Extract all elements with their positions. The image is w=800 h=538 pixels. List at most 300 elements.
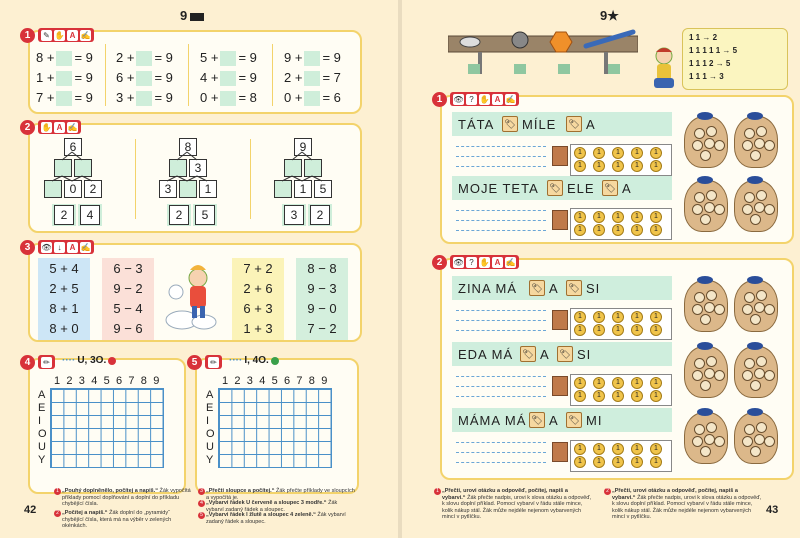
equation-right: = 9 [74,70,93,85]
sentence-word: SI [586,281,601,296]
answer-line[interactable] [456,376,546,377]
answer-line[interactable] [456,210,546,211]
arithmetic-expression: 8 + 1 [49,301,79,316]
money-bag-coin [700,314,711,325]
price-tag-icon: 🏷 [547,180,563,196]
instruction-badge: 2 [54,510,61,517]
shop-door-icon [552,376,568,396]
section-5-badge: 5 [187,355,202,370]
coin[interactable]: 1 [650,377,662,389]
money-bag-coin [756,356,767,367]
instruction-text: Žák doplní do „pyramidy“ chybějící čísla, která má na výběr v zelených okénkách. [62,510,172,529]
grid-column-label: 8 [140,375,147,387]
equation-left: 8 + [36,50,55,65]
money-bag-coin [744,358,755,369]
right-page-number: 43 [766,504,779,516]
read-icon: 👁 [41,242,52,252]
coin[interactable]: 1 [612,211,624,223]
answer-line[interactable] [456,156,546,157]
coin[interactable]: 1 [612,443,624,455]
coin[interactable]: 1 [593,377,605,389]
coin[interactable]: 1 [593,311,605,323]
answer-blank[interactable] [220,51,236,66]
section-3-task-icons [38,240,94,254]
instruction-text: Žák přečte nadpis, urovi k slova otázku a odpověď, k slovu doplní příklad. Pomocí vybarví v řádu stále mince, kolik nákup stál. Žák může nejdéle nejenom vybarvených mincí v pytlíčku. [442,494,592,520]
money-bag-coin [706,126,717,137]
shop-door-icon [552,146,568,166]
money-bag-coin [756,126,767,137]
coin[interactable]: 1 [612,311,624,323]
coin[interactable]: 1 [574,377,586,389]
grid-row-label: U [206,441,214,453]
money-bag-knot [747,276,763,284]
coin-exchange-rule: 1 1 1 2 → 5 [689,59,731,68]
answer-line[interactable] [456,310,546,311]
right-page-title: 9★ [600,8,619,23]
coin[interactable]: 1 [631,443,643,455]
answer-line[interactable] [456,220,546,221]
sentence-word: TÁTA [458,117,495,132]
equation-left: 9 + [284,50,303,65]
column-divider [272,44,273,106]
section-2-badge: 2 [20,120,35,135]
instruction-badge: 5 [198,512,205,519]
money-bag-coin [694,192,705,203]
instruction-badge: 1 [434,488,441,495]
section-3-badge: 3 [20,240,35,255]
money-bag-knot [697,342,713,350]
coin[interactable]: 1 [612,160,624,172]
instruction-badge: 3 [198,488,205,495]
grid-column-label: 5 [103,375,110,387]
price-tag-icon: 🏷 [566,280,582,296]
shop-door-icon [552,310,568,330]
coin[interactable]: 1 [612,456,624,468]
snowman-child-illustration [160,258,222,330]
money-bag-coin [750,150,761,161]
instruction-badge: 4 [198,500,205,507]
coin[interactable]: 1 [574,160,586,172]
coin[interactable]: 1 [631,224,643,236]
sentence-word: ELE [567,181,595,196]
teacher-instruction [442,488,592,521]
addition-equation [284,50,341,66]
money-bag-coin [694,424,705,435]
answer-line[interactable] [456,442,546,443]
teacher-instruction [206,512,356,525]
money-bag-coin [764,370,775,381]
money-bag-coin [750,446,761,457]
hand-icon: ✋ [41,122,52,132]
money-bag-coin [750,214,761,225]
money-bag-coin [692,370,703,381]
price-tag-icon: 🏷 [520,346,536,362]
grid-row-label: O [206,428,215,440]
money-bag-knot [697,112,713,120]
answer-line[interactable] [456,396,546,397]
money-bag-coin [692,140,703,151]
money-bag-knot [747,342,763,350]
equation-right: = 8 [238,90,257,105]
grid-row-label: Y [206,454,214,466]
price-tag-icon: 🏷 [566,412,582,428]
answer-line[interactable] [456,462,546,463]
left-page-title: 9 [180,8,204,23]
equation-right: = 6 [322,90,341,105]
right-page [402,0,800,538]
answer-blank[interactable] [136,51,152,66]
sentence-word: MOJE TETA [458,181,539,196]
coin[interactable]: 1 [574,324,586,336]
coin[interactable]: 1 [650,443,662,455]
answer-blank[interactable] [220,91,236,106]
money-bag-coin [742,204,753,215]
answer-blank[interactable] [56,91,72,106]
sentence-word: A [549,413,559,428]
and-icon: A [67,30,78,41]
money-bag-coin [694,128,705,139]
addition-equation [116,70,173,86]
coloring-grid[interactable] [218,388,332,468]
money-bag-coin [700,380,711,391]
coin[interactable]: 1 [631,377,643,389]
right-section-2-badge: 2 [432,255,447,270]
money-bag-coin [744,292,755,303]
instruction-text: Žák vybarví zadaný řádek a sloupec. [206,500,338,513]
right-section-2-task-icons [450,255,519,269]
money-bag-coin [750,380,761,391]
coin[interactable]: 1 [612,377,624,389]
equation-right: = 9 [154,70,173,85]
money-bag-coin [742,370,753,381]
equation-left: 4 + [200,70,219,85]
price-tag-icon: 🏷 [502,116,518,132]
write-icon: ✍ [505,94,516,104]
instruction-badge: 1 [54,488,61,495]
money-bag-coin [744,192,755,203]
addition-equation [116,50,173,66]
coin[interactable]: 1 [593,456,605,468]
addition-equation [36,50,93,66]
down-arrow-icon: ↓ [54,242,65,253]
equation-left: 0 + [200,90,219,105]
teacher-instruction [62,510,192,530]
coin[interactable]: 1 [650,456,662,468]
pyramid-lines [38,150,118,182]
section-2-task-icons [38,120,81,134]
coin[interactable]: 1 [593,211,605,223]
money-bag-coin [700,214,711,225]
section-4-badge: 4 [20,355,35,370]
coin[interactable]: 1 [631,147,643,159]
coin[interactable]: 1 [593,390,605,402]
boy-illustration [648,44,680,94]
answer-blank[interactable] [56,71,72,86]
arithmetic-expression: 1 + 3 [243,321,273,336]
write-icon: ✍ [80,30,91,40]
money-bag-coin [700,150,711,161]
section-1-badge: 1 [20,28,35,43]
instruction-heading: „Počítej a napiš.“ [62,510,108,516]
pyramid-empty-cell[interactable] [179,180,197,198]
column-divider [105,44,106,106]
coin[interactable]: 1 [631,311,643,323]
pyramid-empty-cell[interactable] [274,180,292,198]
money-bag-coin [756,290,767,301]
addition-equation [36,70,93,86]
coin[interactable]: 1 [612,224,624,236]
money-bag-coin [742,436,753,447]
pyramid-lines [153,150,233,182]
money-bag-coin [742,304,753,315]
coin[interactable]: 1 [574,456,586,468]
crayon-icon: ✏ [41,357,52,368]
grid-row-label: Y [38,454,46,466]
pyramid-cell: 2 [84,180,102,198]
question-icon: ? [466,94,477,105]
coloring-grid[interactable] [50,388,164,468]
coin[interactable]: 1 [593,443,605,455]
instruction-heading: „Vybarvi řádek U červeně a sloupec 3 modře.“ [206,500,327,506]
answer-blank[interactable] [136,71,152,86]
section-5-label: ···· I, 4O. [229,355,279,366]
sentence-word: ZINA MÁ [458,281,518,296]
instruction-heading: „Přečti sloupce a počítej.“ [206,488,275,494]
coin[interactable]: 1 [593,324,605,336]
answer-choice: 2 [310,205,330,225]
grid-column-label: 9 [153,375,160,387]
coin[interactable]: 1 [574,311,586,323]
coin[interactable]: 1 [650,147,662,159]
section-4-task-icons [38,355,55,369]
equation-left: 5 + [200,50,219,65]
pyramid-empty-cell[interactable] [44,180,62,198]
grid-column-label: 4 [259,375,266,387]
money-bag-coin [694,292,705,303]
money-bag-coin [714,140,725,151]
grid-row-label: I [206,415,210,427]
coin[interactable]: 1 [650,211,662,223]
money-bag-coin [744,424,755,435]
money-bag-coin [756,422,767,433]
left-page-number: 42 [24,504,37,516]
money-bag-knot [697,408,713,416]
coin[interactable]: 1 [574,224,586,236]
equation-right: = 9 [238,50,257,65]
coin[interactable]: 1 [650,390,662,402]
arithmetic-expression: 2 + 5 [49,281,79,296]
sentence-word: MI [586,413,603,428]
shop-door-icon [552,442,568,462]
hand-icon: ✋ [479,257,490,267]
grid-column-label: 3 [246,375,253,387]
price-tag-icon: 🏷 [602,180,618,196]
arithmetic-expression: 6 − 3 [113,261,143,276]
sentence-word: EDA MÁ [458,347,514,362]
equation-right: = 7 [322,70,341,85]
addition-equation [116,90,173,106]
grid-column-label: 1 [54,375,61,387]
hand-icon: ✋ [54,30,65,40]
arithmetic-expression: 7 − 2 [307,321,337,336]
addition-equation [200,90,257,106]
money-bag-coin [692,304,703,315]
grid-column-label: 6 [284,375,291,387]
answer-blank[interactable] [304,51,320,66]
equation-left: 2 + [284,70,303,85]
addition-equation [284,90,341,106]
coin[interactable]: 1 [650,160,662,172]
pyramid-lines [268,150,348,182]
answer-blank[interactable] [56,51,72,66]
money-bag-knot [697,276,713,284]
addition-equation [36,90,93,106]
grid-column-label: 6 [116,375,123,387]
pyramid-cell: 6 [64,138,82,156]
section-4-label: ···· U, 3O. [62,355,116,366]
money-bag-knot [747,176,763,184]
instruction-text: Žák vypočítá příklady pomocí doplňování a doplní do příkladu chybějící čísla. [62,488,191,507]
answer-blank[interactable] [220,71,236,86]
grid-row-label: U [38,441,46,453]
and-icon: A [54,122,65,133]
coin[interactable]: 1 [650,224,662,236]
arithmetic-expression: 9 − 6 [113,321,143,336]
equation-right: = 9 [154,50,173,65]
coin[interactable]: 1 [593,147,605,159]
grid-row-label: A [38,389,46,401]
arithmetic-expression: 8 + 0 [49,321,79,336]
instruction-heading: „Přečti, urovi otázku a odpověď, počítej, napiš a vybarvi.“ [442,488,568,501]
sentence-word: A [586,117,596,132]
and-icon: A [492,257,503,268]
arithmetic-expression: 5 + 4 [49,261,79,276]
sentence-word: A [622,181,632,196]
pyramid-cell: 1 [294,180,312,198]
coin[interactable]: 1 [650,311,662,323]
money-bag-knot [747,408,763,416]
addition-equation [200,50,257,66]
instruction-text: Žák vybarví zadaný řádek a sloupec. [206,512,346,525]
right-section-1-badge: 1 [432,92,447,107]
money-bag-coin [706,422,717,433]
question-icon: ? [466,257,477,268]
arithmetic-expression: 9 − 3 [307,281,337,296]
grid-column-label: 3 [78,375,85,387]
coin[interactable]: 1 [650,324,662,336]
equation-left: 6 + [116,70,135,85]
money-bag-coin [714,304,725,315]
equation-right: = 9 [322,50,341,65]
section-5-task-icons [205,355,222,369]
money-bag-coin [764,204,775,215]
money-bag-coin [706,190,717,201]
coin[interactable]: 1 [631,456,643,468]
equation-left: 3 + [116,90,135,105]
grid-row-label: A [206,389,214,401]
and-icon: A [492,94,503,105]
arithmetic-expression: 9 − 0 [307,301,337,316]
coin[interactable]: 1 [631,211,643,223]
money-bag-coin [756,190,767,201]
coin[interactable]: 1 [593,224,605,236]
sentence-word: SI [577,347,592,362]
money-bag-coin [692,436,703,447]
instruction-heading: „Přečti, urovi otázku a odpověď, počítej, napiš a vybarvi.“ [612,488,738,501]
answer-line[interactable] [456,230,546,231]
instruction-text: Žák přečte příklady ve sloupcích a vypočítá je. [206,488,355,501]
coin[interactable]: 1 [574,443,586,455]
answer-blank[interactable] [304,71,320,86]
answer-choice: 3 [284,205,304,225]
pyramid-cell: 8 [179,138,197,156]
grid-column-label: 8 [308,375,315,387]
answer-line[interactable] [456,320,546,321]
sentence-word: A [540,347,550,362]
arithmetic-expression: 9 − 2 [113,281,143,296]
column-divider [188,44,189,106]
answer-line[interactable] [456,166,546,167]
shop-door-icon [552,210,568,230]
coin[interactable]: 1 [612,147,624,159]
money-bag-coin [764,436,775,447]
answer-line[interactable] [456,452,546,453]
answer-choice: 2 [54,205,74,225]
sentence-word: A [549,281,559,296]
coin[interactable]: 1 [574,390,586,402]
hand-icon: ✋ [479,94,490,104]
equation-right: = 9 [154,90,173,105]
money-bag-coin [714,436,725,447]
coin[interactable]: 1 [612,324,624,336]
price-tag-icon: 🏷 [529,280,545,296]
coin[interactable]: 1 [631,324,643,336]
write-icon: ✍ [67,122,78,132]
answer-line[interactable] [456,386,546,387]
pyramid-cell: 3 [159,180,177,198]
coin[interactable]: 1 [574,147,586,159]
coin-exchange-legend [682,28,788,90]
pyramid-cell: 1 [199,180,217,198]
money-bag-coin [744,128,755,139]
coin[interactable]: 1 [574,211,586,223]
coin-exchange-rule: 1 1 1 1 1 → 5 [689,46,738,55]
answer-blank[interactable] [136,91,152,106]
equation-left: 7 + [36,90,55,105]
money-bag-coin [742,140,753,151]
write-icon: ✍ [80,242,91,252]
money-bag-coin [714,204,725,215]
answer-line[interactable] [456,330,546,331]
money-bag-coin [706,356,717,367]
sentence-word: MÁMA MÁ [458,413,527,428]
pencil-icon: ✎ [41,30,52,41]
coin[interactable]: 1 [631,390,643,402]
arithmetic-expression: 8 − 8 [307,261,337,276]
equation-right: = 9 [74,50,93,65]
money-bag-coin [714,370,725,381]
arithmetic-expression: 2 + 6 [243,281,273,296]
coin[interactable]: 1 [631,160,643,172]
grid-row-label: I [38,415,42,427]
equation-right: = 9 [238,70,257,85]
answer-blank[interactable] [304,91,320,106]
grid-column-label: 5 [271,375,278,387]
coin[interactable]: 1 [612,390,624,402]
money-bag-coin [692,204,703,215]
answer-line[interactable] [456,146,546,147]
coin[interactable]: 1 [593,160,605,172]
